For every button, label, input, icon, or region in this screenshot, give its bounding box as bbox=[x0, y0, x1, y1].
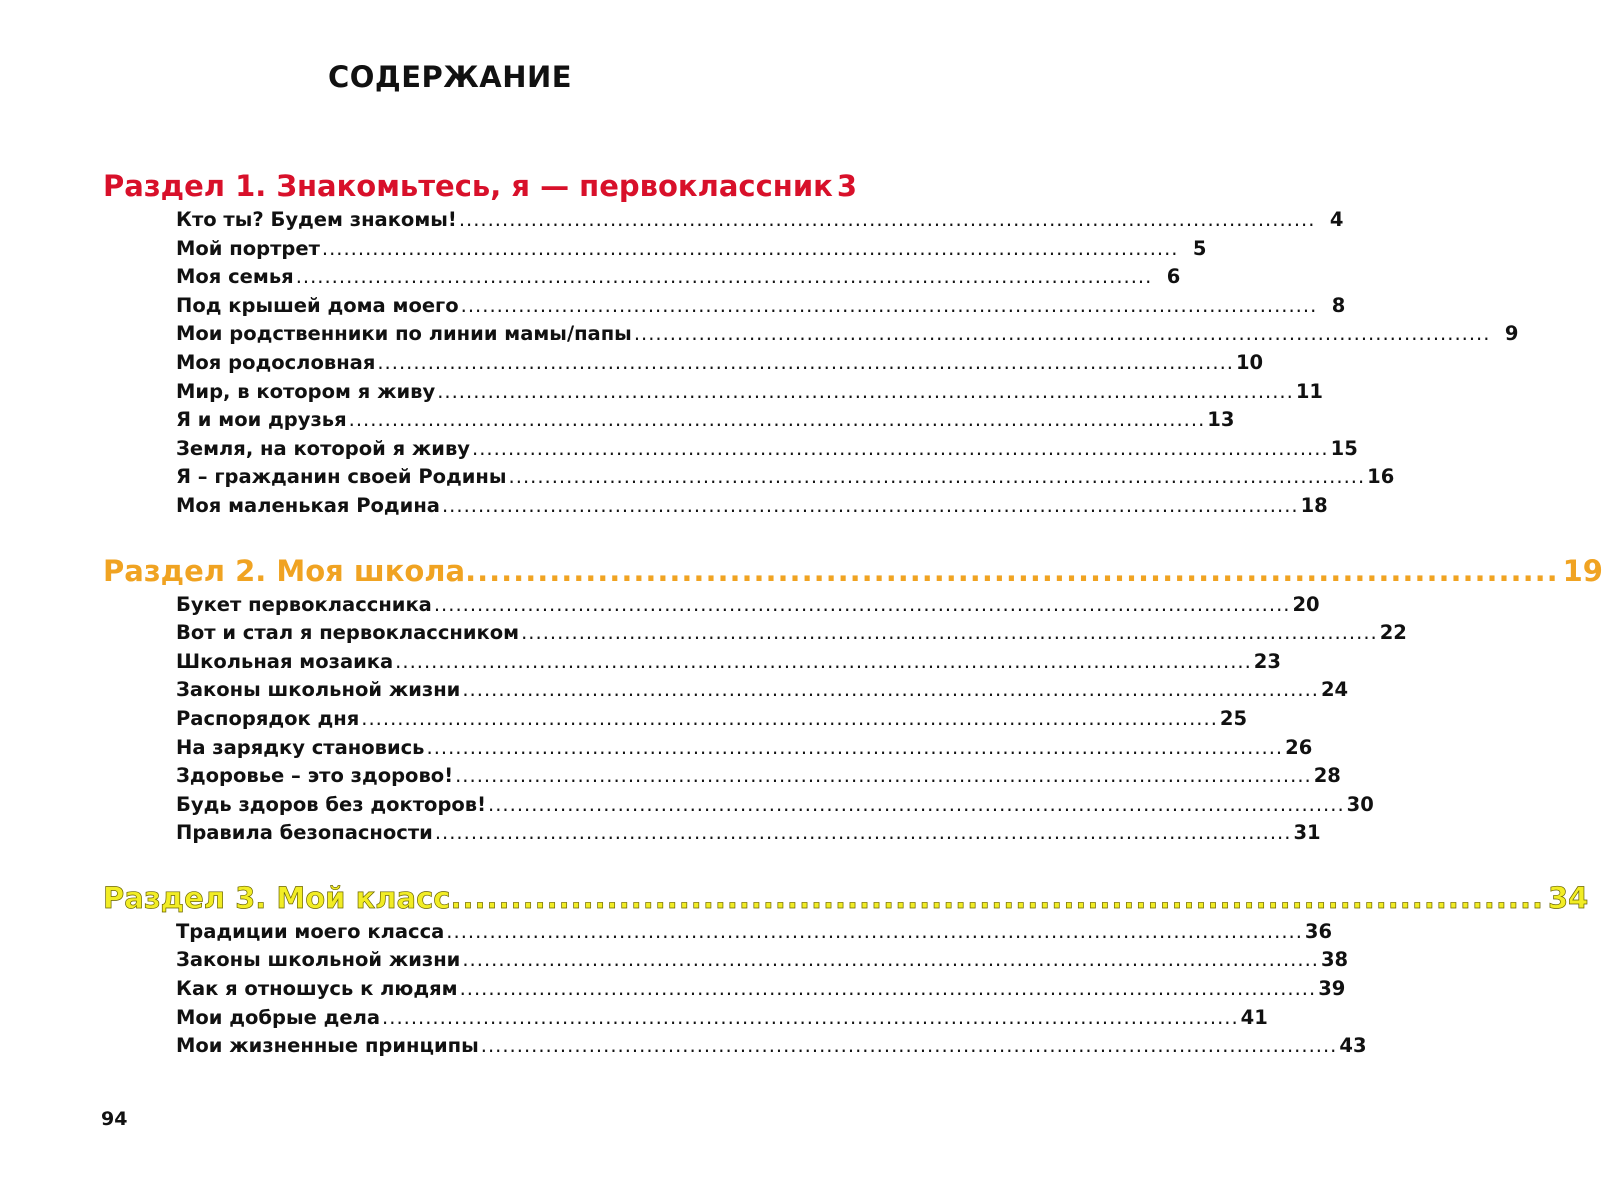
entry-label: Мой портрет bbox=[176, 236, 320, 260]
dot-leader: ....................................................................................................................... bbox=[433, 592, 1291, 616]
toc-entry[interactable] bbox=[176, 320, 1519, 349]
dot-leader: ....................................................................................................................... bbox=[458, 208, 1316, 231]
page-number: 94 bbox=[101, 1108, 128, 1130]
dot-leader: ....................................................................................................................... bbox=[462, 948, 1319, 972]
entry-label: Мир, в котором я живу bbox=[176, 379, 436, 403]
toc-entry[interactable] bbox=[176, 591, 1320, 620]
toc-entry[interactable] bbox=[176, 235, 1207, 264]
section-2 bbox=[103, 551, 1603, 848]
dot-leader: ....................................................................................................................... bbox=[459, 977, 1317, 1001]
dot-leader: ....................................................................................................................... bbox=[446, 919, 1303, 943]
dot-leader: ....................................................................................................................... bbox=[455, 764, 1312, 788]
toc-entry[interactable] bbox=[176, 734, 1313, 763]
dot-leader: ........................................................................................... bbox=[450, 880, 1544, 915]
dot-leader: ....................................................................................................................... bbox=[434, 821, 1292, 845]
entry-label: Моя родословная bbox=[176, 350, 376, 374]
toc-entry[interactable] bbox=[176, 791, 1374, 820]
section-heading[interactable] bbox=[103, 551, 1603, 591]
entry-label: Под крышей дома моего bbox=[176, 293, 459, 317]
dot-leader: ....................................................................................................................... bbox=[633, 322, 1491, 346]
dot-leader: ....................................................................................................................... bbox=[361, 706, 1218, 730]
entry-page-number: 22 bbox=[1379, 621, 1407, 645]
entry-label: Букет первоклассника bbox=[176, 592, 432, 616]
section-title: Раздел 2. Моя школа bbox=[103, 553, 466, 588]
toc-entry[interactable] bbox=[176, 648, 1281, 677]
entry-label: Моя семья bbox=[176, 265, 294, 289]
dot-leader: ....................................................................................................................... bbox=[295, 265, 1153, 289]
dot-leader: ....................................................................................................................... bbox=[488, 792, 1345, 816]
entry-page-number: 10 bbox=[1235, 350, 1264, 374]
entry-page-number: 13 bbox=[1207, 408, 1235, 432]
entry-page-number: 11 bbox=[1295, 379, 1323, 403]
entry-page-number: 26 bbox=[1285, 735, 1313, 759]
entry-label: Мои добрые дела bbox=[176, 1005, 381, 1029]
section-page-number: 34 bbox=[1547, 880, 1589, 915]
entry-label: Я и мои друзья bbox=[176, 408, 347, 432]
dot-leader: ....................................................................................................................... bbox=[377, 350, 1234, 374]
entry-label: Земля, на которой я живу bbox=[176, 436, 471, 460]
dot-leader: ....................................................................................................................... bbox=[521, 621, 1378, 645]
entry-label: Правила безопасности bbox=[176, 821, 433, 845]
toc-entry[interactable] bbox=[176, 1032, 1367, 1061]
toc-entry[interactable] bbox=[176, 676, 1349, 705]
entry-label: На зарядку становись bbox=[176, 735, 425, 759]
entry-label: Школьная мозаика bbox=[176, 649, 394, 673]
entry-list bbox=[176, 206, 1519, 521]
dot-leader: ....................................................................................................................... bbox=[472, 436, 1329, 460]
dot-leader: ....................................................................................................................... bbox=[437, 379, 1294, 403]
toc-entry[interactable] bbox=[176, 435, 1358, 464]
toc-entry[interactable] bbox=[176, 619, 1407, 648]
dot-leader: ....................................................................................................................... bbox=[348, 408, 1206, 432]
section-page-number: 3 bbox=[836, 169, 858, 203]
entry-label: Кто ты? Будем знакомы! bbox=[176, 208, 457, 231]
entry-page-number: 16 bbox=[1367, 465, 1395, 489]
dot-leader: ....................................................................................................................... bbox=[462, 678, 1319, 702]
toc-entry[interactable] bbox=[176, 819, 1321, 848]
entry-page-number: 41 bbox=[1240, 1005, 1268, 1029]
entry-page-number: 30 bbox=[1346, 792, 1374, 816]
section-1 bbox=[103, 166, 1519, 521]
dot-leader: ....................................................................................................................... bbox=[382, 1005, 1239, 1029]
entry-page-number: 4 bbox=[1329, 208, 1344, 231]
entry-page-number: 18 bbox=[1300, 493, 1328, 517]
entry-list bbox=[176, 591, 1407, 848]
entry-page-number: 20 bbox=[1292, 592, 1320, 616]
entry-list bbox=[176, 918, 1367, 1061]
entry-page-number: 28 bbox=[1313, 764, 1341, 788]
dot-leader: ........................................................................................... bbox=[465, 553, 1559, 588]
toc-entry[interactable] bbox=[176, 378, 1323, 407]
entry-page-number: 39 bbox=[1318, 977, 1346, 1001]
toc-entry[interactable] bbox=[176, 762, 1341, 791]
toc-entry[interactable] bbox=[176, 705, 1248, 734]
entry-page-number: 25 bbox=[1219, 706, 1248, 730]
toc-entry[interactable] bbox=[176, 292, 1346, 321]
table-of-contents bbox=[103, 166, 1603, 1091]
entry-label: Как я отношусь к людям bbox=[176, 977, 458, 1001]
dot-leader: ....................................................................................................................... bbox=[480, 1034, 1338, 1058]
entry-label: Будь здоров без докторов! bbox=[176, 792, 487, 816]
entry-label: Моя маленькая Родина bbox=[176, 493, 440, 517]
entry-page-number: 9 bbox=[1504, 322, 1519, 346]
entry-label: Здоровье – это здорово! bbox=[176, 764, 454, 788]
section-title: Раздел 3. Мой класс bbox=[103, 880, 451, 915]
toc-entry[interactable] bbox=[176, 492, 1328, 521]
entry-page-number: 24 bbox=[1320, 678, 1349, 702]
entry-page-number: 6 bbox=[1166, 265, 1181, 289]
toc-entry[interactable] bbox=[176, 263, 1181, 292]
entry-page-number: 36 bbox=[1304, 919, 1333, 943]
entry-label: Я – гражданин своей Родины bbox=[176, 465, 507, 489]
entry-label: Законы школьной жизни bbox=[176, 948, 461, 972]
section-heading[interactable] bbox=[103, 166, 858, 206]
toc-entry[interactable] bbox=[176, 349, 1264, 378]
entry-label: Вот и стал я первоклассником bbox=[176, 621, 520, 645]
entry-label: Распорядок дня bbox=[176, 706, 360, 730]
entry-page-number: 8 bbox=[1331, 293, 1346, 317]
dot-leader: ....................................................................................................................... bbox=[441, 493, 1299, 517]
section-title: Раздел 1. Знакомьтесь, я — первоклассник bbox=[103, 169, 833, 203]
toc-entry[interactable] bbox=[176, 918, 1333, 947]
dot-leader: ....................................................................................................................... bbox=[460, 293, 1318, 317]
entry-page-number: 38 bbox=[1320, 948, 1349, 972]
section-3 bbox=[103, 878, 1589, 1061]
dot-leader: ....................................................................................................................... bbox=[426, 735, 1284, 759]
entry-label: Законы школьной жизни bbox=[176, 678, 461, 702]
toc-entry[interactable] bbox=[176, 975, 1346, 1004]
toc-entry[interactable] bbox=[176, 1004, 1268, 1033]
toc-entry[interactable] bbox=[176, 206, 1344, 235]
page-title: СОДЕРЖАНИЕ bbox=[327, 60, 573, 94]
dot-leader: ....................................................................................................................... bbox=[395, 649, 1252, 673]
entry-page-number: 23 bbox=[1253, 649, 1281, 673]
dot-leader: ....................................................................................................................... bbox=[321, 236, 1179, 260]
section-heading[interactable] bbox=[103, 878, 1589, 918]
entry-label: Мои жизненные принципы bbox=[176, 1034, 479, 1058]
entry-page-number: 43 bbox=[1339, 1034, 1367, 1058]
section-page-number: 19 bbox=[1562, 553, 1603, 588]
entry-page-number: 5 bbox=[1192, 236, 1207, 260]
entry-label: Мои родственники по линии мамы/папы bbox=[176, 322, 632, 346]
toc-entry[interactable] bbox=[176, 406, 1235, 435]
entry-page-number: 31 bbox=[1293, 821, 1321, 845]
entry-page-number: 15 bbox=[1330, 436, 1358, 460]
dot-leader: ....................................................................................................................... bbox=[508, 465, 1366, 489]
toc-entry[interactable] bbox=[176, 946, 1349, 975]
entry-label: Традиции моего класса bbox=[176, 919, 445, 943]
toc-entry[interactable] bbox=[176, 463, 1395, 492]
